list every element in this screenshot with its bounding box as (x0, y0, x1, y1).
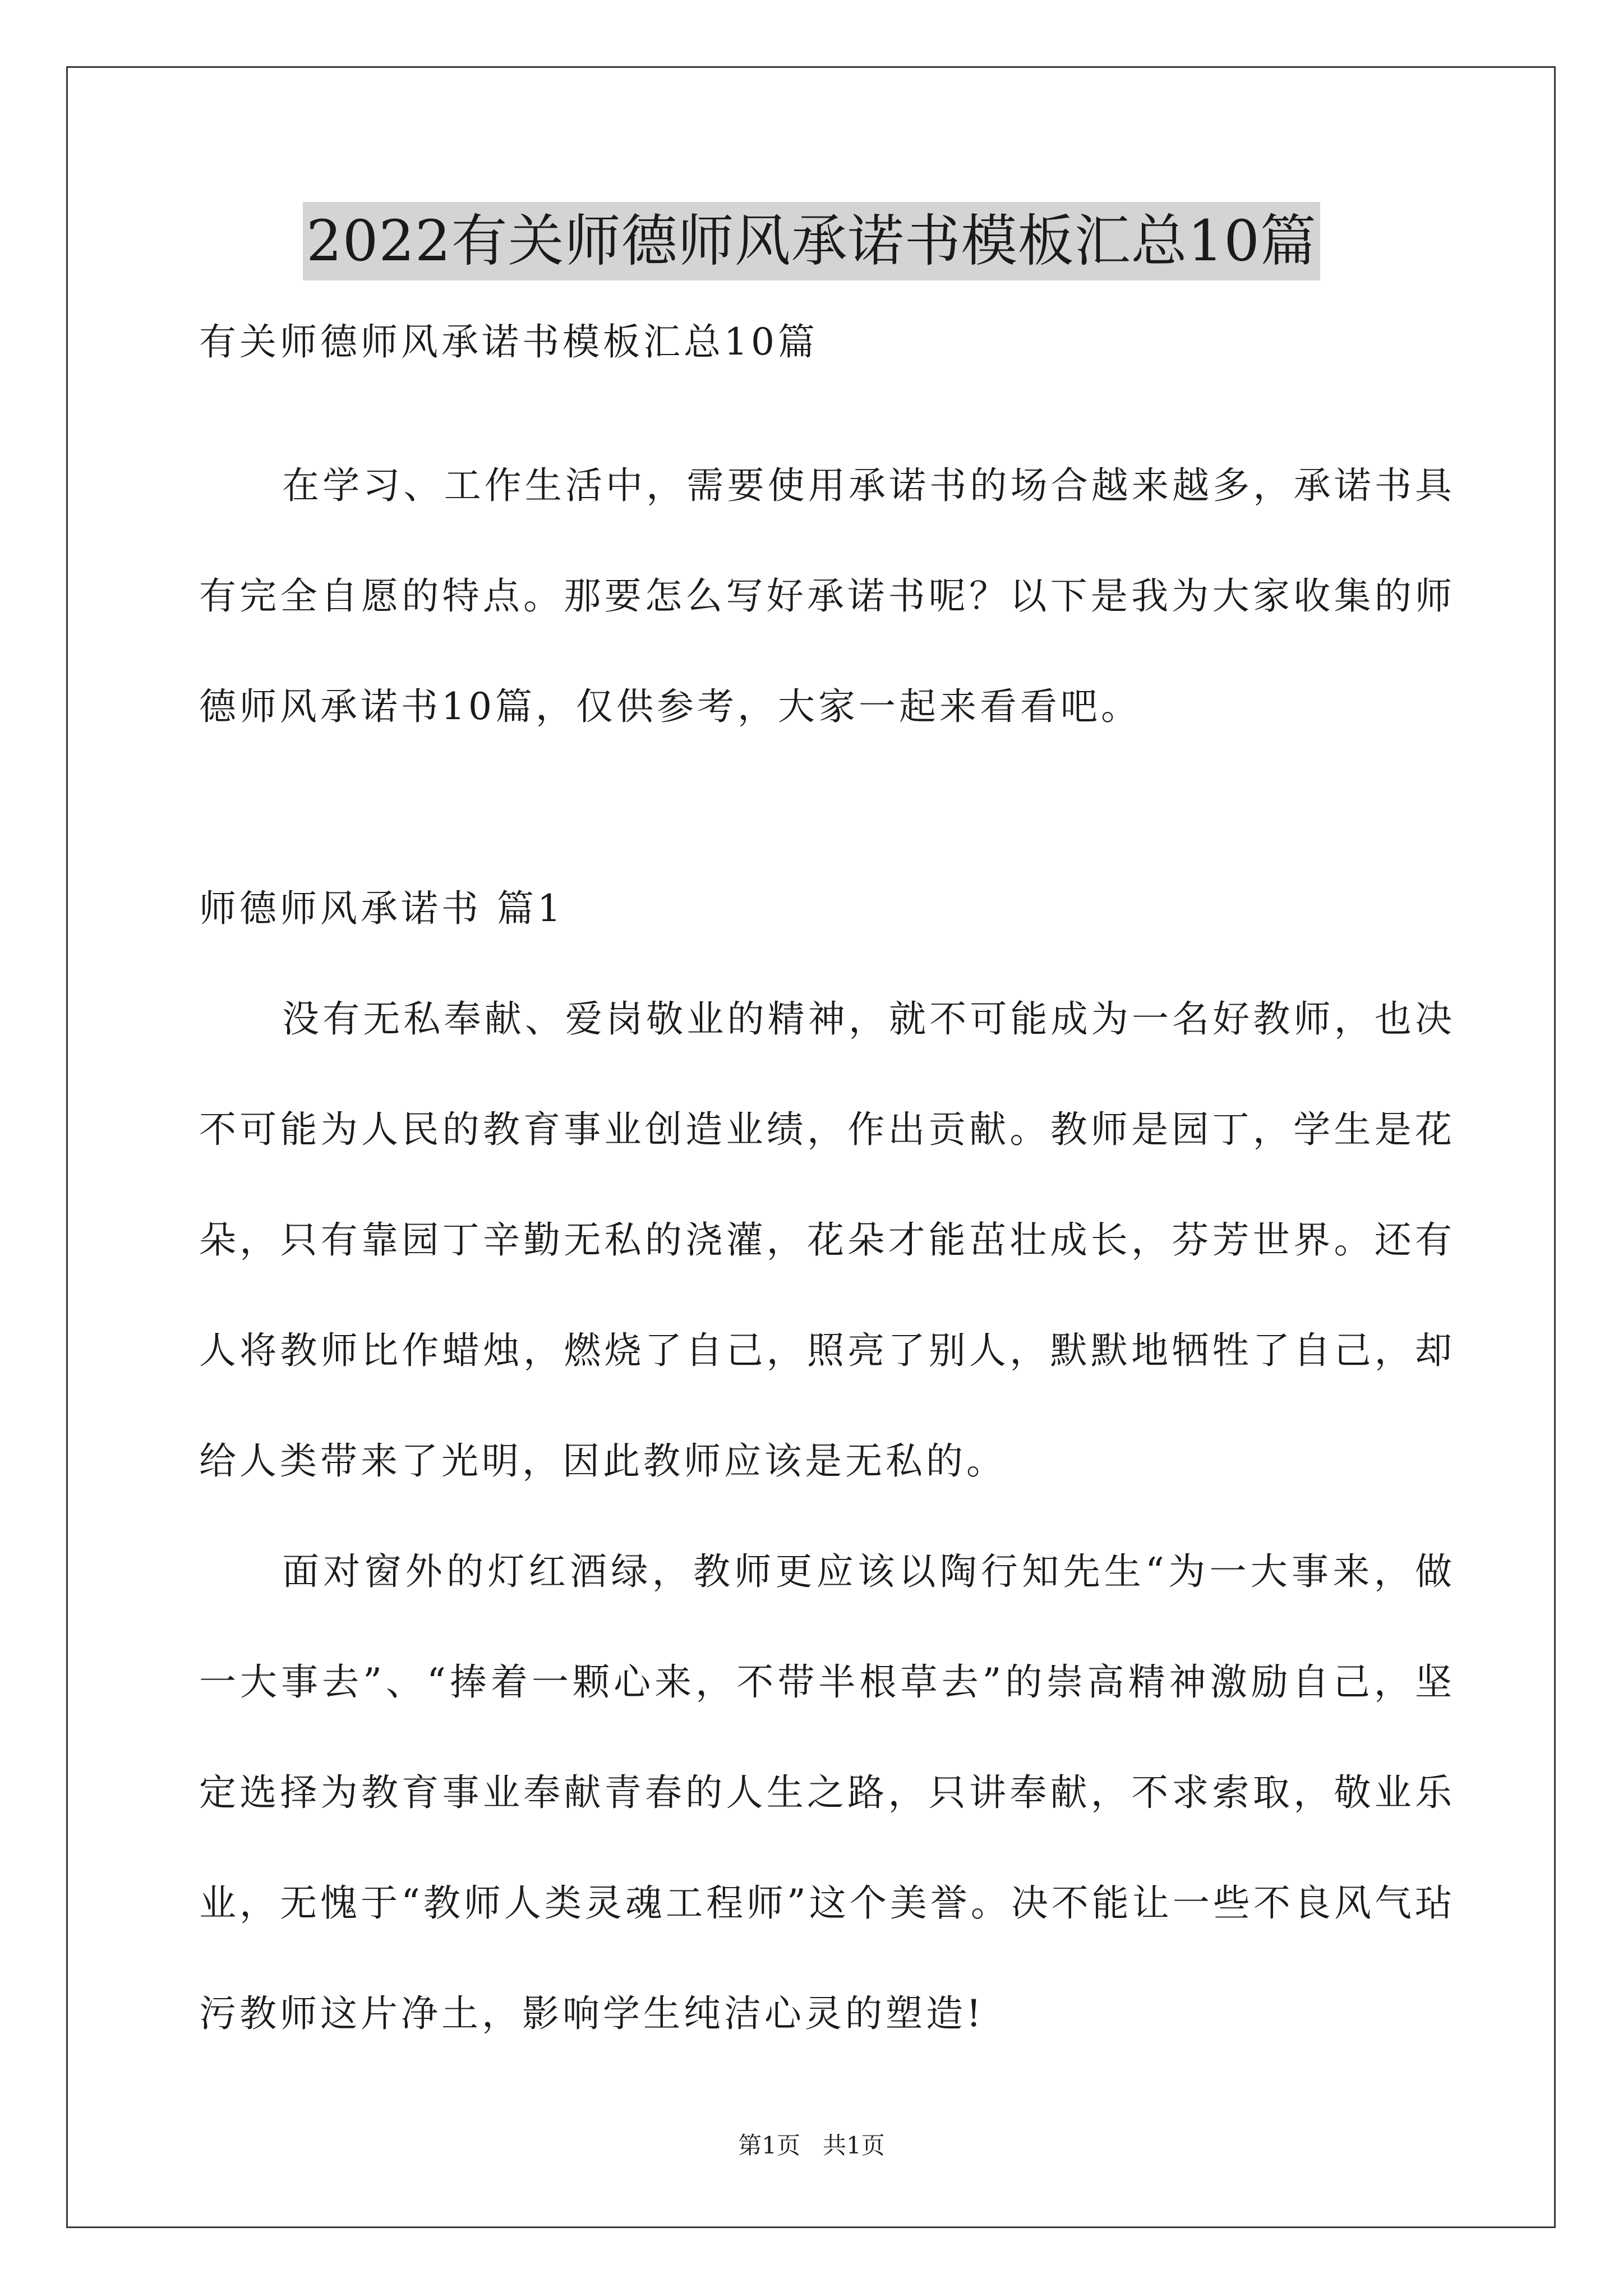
body-paragraph: 面对窗外的灯红酒绿，教师更应该以陶行知先生“为一大事来，做一大事去”、“捧着一颗心来，不带半根草去”的崇高精神激励自己，坚定选择为教育事业奉献青春的人生之路，只讲奉献，不求索取，敬业乐业，无愧于“教师人类灵魂工程师”这个美誉。决不能让一些不良风气玷污教师这片净土，影响学生纯洁心灵的塑造! (199, 1550, 1455, 2035)
page-total: 共1页 (823, 2132, 885, 2159)
page-footer (0, 2129, 1623, 2162)
body-paragraph: 没有无私奉献、爱岗敬业的精神，就不可能成为一名好教师，也决不可能为人民的教育事业创造业绩，作出贡献。教师是园丁，学生是花朵，只有靠园丁辛勤无私的浇灌，花朵才能茁壮成长，芬芳世界。还有人将教师比作蜡烛，燃烧了自己，照亮了别人，默默地牺牲了自己，却给人类带来了光明，因此教师应该是无私的。 (199, 997, 1455, 1483)
section-heading: 师德师风承诺书 篇1 (199, 887, 564, 930)
document-subtitle: 有关师德师风承诺书模板汇总10篇 (199, 320, 818, 364)
title-container (0, 202, 1623, 280)
page-number: 第1页 (738, 2132, 800, 2159)
intro-paragraph: 在学习、工作生活中，需要使用承诺书的场合越来越多，承诺书具有完全自愿的特点。那要怎么写好承诺书呢？以下是我为大家收集的师德师风承诺书10篇，仅供参考，大家一起来看看吧。 (199, 464, 1455, 728)
document-title: 2022有关师德师风承诺书模板汇总10篇 (303, 202, 1320, 280)
